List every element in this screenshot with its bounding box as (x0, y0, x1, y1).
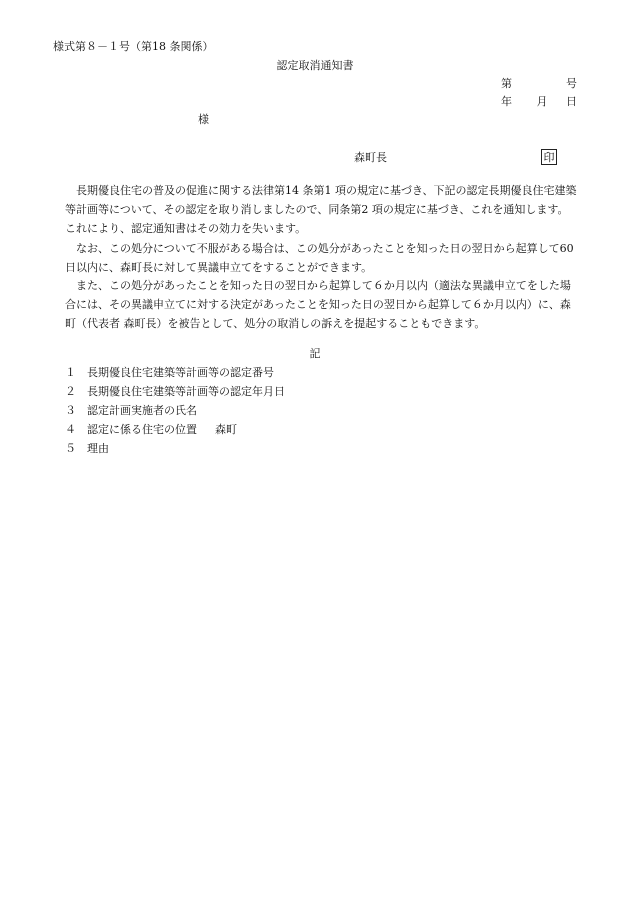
item-value: 森町 (215, 423, 237, 436)
ki-heading: 記 (309, 347, 321, 360)
item-number: ２ (65, 385, 76, 398)
list-item (65, 405, 303, 424)
item-number: ３ (65, 404, 76, 417)
issuer-name: 森町長 (354, 151, 387, 164)
paragraph-revocation (65, 181, 585, 238)
item-label: 理由 (87, 442, 109, 455)
paragraph-line: なお、この処分について不服がある場合は、この処分があったことを知った日の翌日から起算して60 (65, 242, 574, 255)
paragraph-line: これにより、認定通知書はその効力を失います。 (65, 222, 307, 235)
paragraph-line: また、この処分があったことを知った日の翌日から起算して６か月以内（適法な異議申立てをした場 (65, 279, 571, 292)
paragraph-objection (65, 239, 585, 277)
item-label: 認定計画実施者の氏名 (87, 404, 197, 417)
number-prefix: 第 (501, 77, 512, 90)
item-label: 認定に係る住宅の位置 (87, 423, 197, 436)
list-item (65, 386, 303, 405)
paragraph-line: 町（代表者 森町長）を被告として、処分の取消しの訴えを提起することもできます。 (65, 317, 486, 330)
date-day: 日 (566, 95, 577, 108)
paragraph-line: 等計画等について、その認定を取り消しましたので、同条第2 項の規定に基づき、これを通知します。 (65, 203, 569, 216)
date-month: 月 (536, 95, 548, 108)
number-suffix: 号 (566, 77, 577, 90)
item-list (65, 367, 303, 462)
paragraph-line: 合には、その異議申立てに対する決定があったことを知った日の翌日から起算して６か月以内）に、森 (65, 298, 571, 311)
document-title: 認定取消通知書 (276, 59, 354, 72)
date-year: 年 (501, 95, 512, 108)
list-item (65, 443, 303, 462)
item-number: ４ (65, 423, 76, 436)
list-item (65, 424, 303, 443)
addressee: 様 (198, 113, 209, 126)
item-label: 長期優良住宅建築等計画等の認定番号 (87, 366, 274, 379)
item-number: ５ (65, 442, 76, 455)
paragraph-lawsuit (65, 276, 585, 333)
date-line (501, 96, 577, 107)
form-number: 様式第８－１号（第18 条関係） (53, 40, 214, 53)
paragraph-line: 日以内に、森町長に対して異議申立てをすることができます。 (65, 261, 373, 274)
list-item (65, 367, 303, 386)
item-label: 長期優良住宅建築等計画等の認定年月日 (87, 385, 285, 398)
paragraph-line: 長期優良住宅の普及の促進に関する法律第14 条第1 項の規定に基づき、下記の認定長期優良住宅建築 (65, 184, 577, 197)
notice-number-line (501, 78, 577, 89)
item-number: １ (65, 366, 76, 379)
seal-mark: 印 (541, 149, 557, 165)
